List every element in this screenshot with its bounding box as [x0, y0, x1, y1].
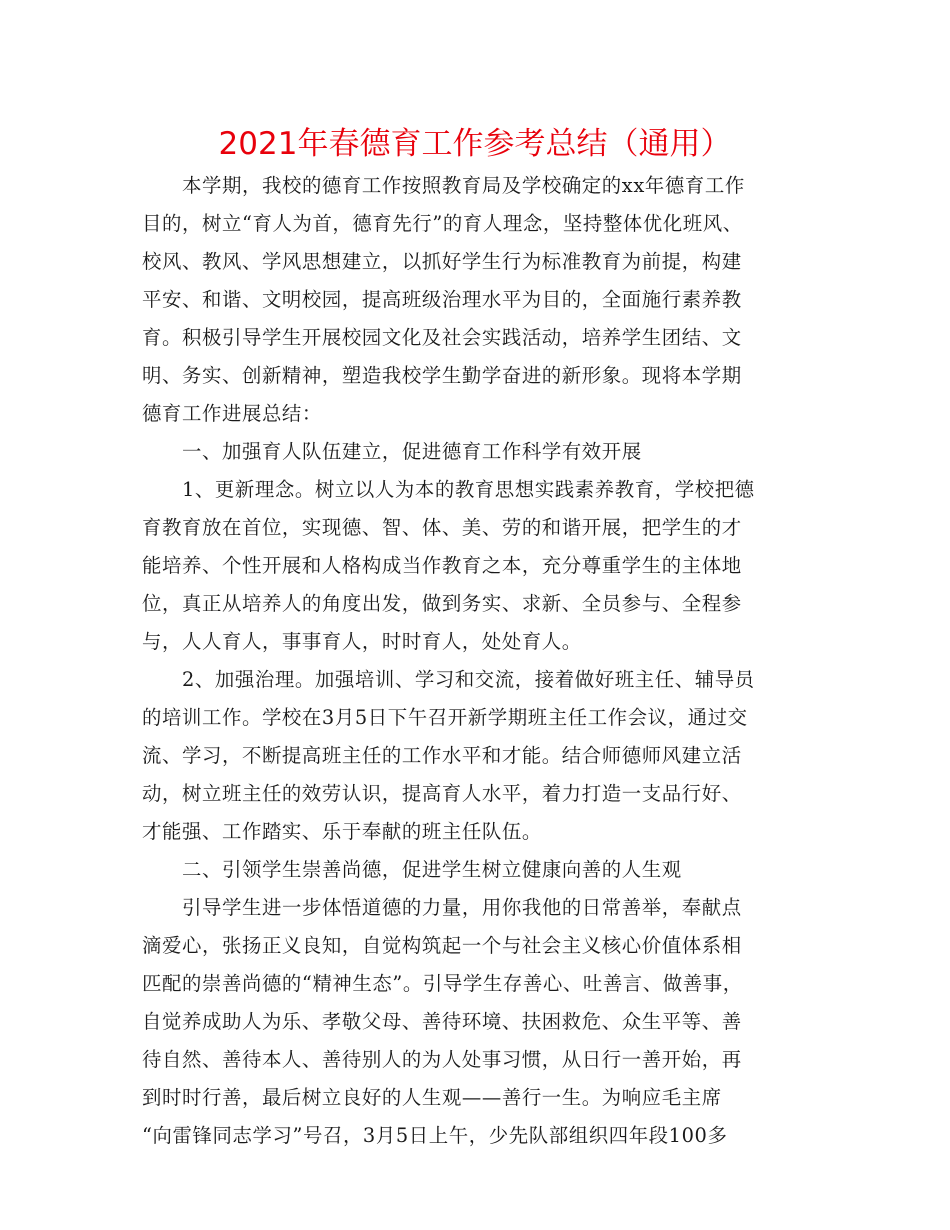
body-line: 本学期，我校的德育工作按照教育局及学校确定的xx年德育工作: [182, 174, 745, 197]
body-line: 1、更新理念。树立以人为本的教育思想实践素养教育，学校把德: [182, 478, 755, 501]
body-line: 平安、和谐、文明校园，提高班级治理水平为目的，全面施行素养教: [142, 288, 742, 311]
body-line: 育。积极引导学生开展校园文化及社会实践活动，培养学生团结、文: [142, 326, 742, 349]
body-line: 能培养、个性开展和人格构成当作教育之本，充分尊重学生的主体地: [142, 554, 742, 577]
body-line: 育教育放在首位，实现德、智、体、美、劳的和谐开展，把学生的才: [142, 516, 742, 539]
body-line: 滴爱心，张扬正义良知，自觉构筑起一个与社会主义核心价值体系相: [142, 934, 742, 957]
body-line: 待自然、善待本人、善待别人的为人处事习惯，从日行一善开始，再: [142, 1048, 742, 1071]
body-line: 与，人人育人，事事育人，时时育人，处处育人。: [142, 630, 582, 653]
body-line: “向雷锋同志学习”号召，3月5日上午，少先队部组织四年段100多: [142, 1124, 728, 1147]
body-line: 德育工作进展总结：: [142, 402, 322, 425]
body-line: 位，真正从培养人的角度出发，做到务实、求新、全员参与、全程参: [142, 592, 742, 615]
body-line: 目的，树立“育人为首，德育先行”的育人理念，坚持整体优化班风、: [142, 212, 743, 235]
body-line: 流、学习，不断提高班主任的工作水平和才能。结合师德师风建立活: [142, 744, 742, 767]
body-line: 引导学生进一步体悟道德的力量，用你我他的日常善举，奉献点: [182, 896, 742, 919]
body-line: 到时时行善，最后树立良好的人生观——善行一生。为响应毛主席: [142, 1086, 722, 1109]
body-line: 2、加强治理。加强培训、学习和交流，接着做好班主任、辅导员: [182, 668, 755, 691]
body-line: 明、务实、创新精神，塑造我校学生勤学奋进的新形象。现将本学期: [142, 364, 742, 387]
body-line: 动，树立班主任的效劳认识，提高育人水平，着力打造一支品行好、: [142, 782, 742, 805]
body-line: 自觉养成助人为乐、孝敬父母、善待环境、扶困救危、众生平等、善: [142, 1010, 742, 1033]
section-heading: 二、引领学生崇善尚德，促进学生树立健康向善的人生观: [182, 858, 682, 881]
body-line: 的培训工作。学校在3月5日下午召开新学期班主任工作会议，通过交: [142, 706, 748, 729]
section-heading: 一、加强育人队伍建立，促进德育工作科学有效开展: [182, 440, 642, 463]
body-line: 匹配的崇善尚德的“精神生态”。引导学生存善心、吐善言、做善事，: [142, 972, 743, 995]
body-line: 校风、教风、学风思想建立，以抓好学生行为标准教育为前提，构建: [142, 250, 742, 273]
body-line: 才能强、工作踏实、乐于奉献的班主任队伍。: [142, 820, 542, 843]
document-title: 2021年春德育工作参考总结（通用）: [218, 126, 732, 162]
